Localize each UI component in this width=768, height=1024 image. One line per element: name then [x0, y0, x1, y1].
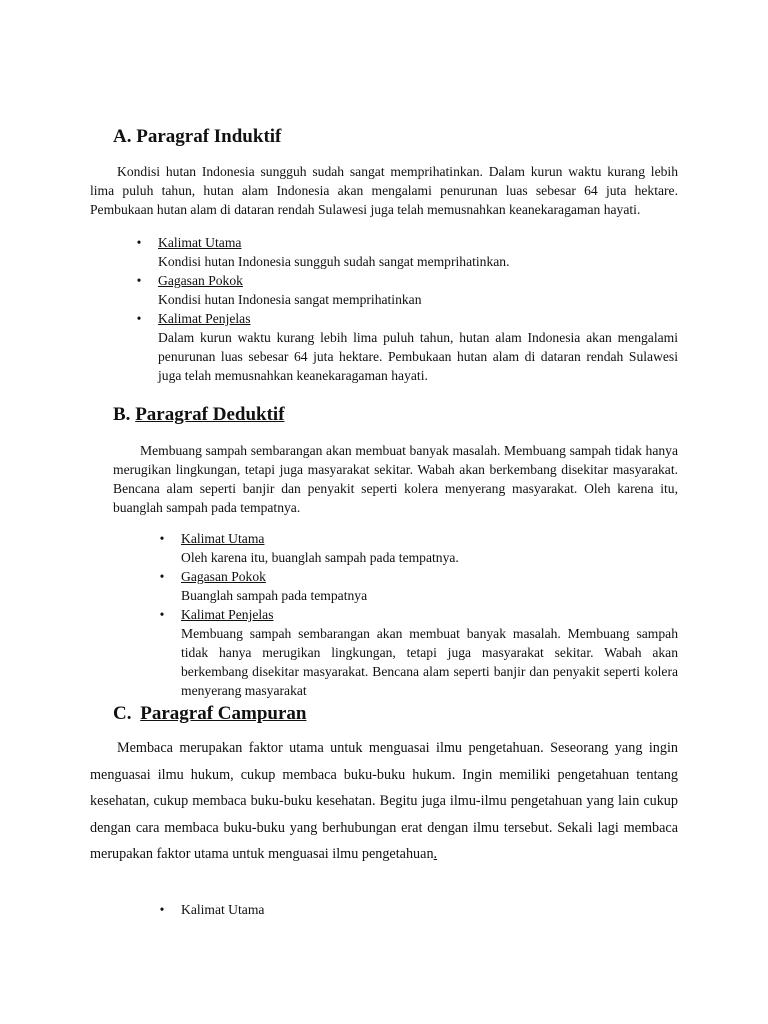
section-a-title: Paragraf Induktif [136, 126, 282, 147]
item-text: Kondisi hutan Indonesia sangat memprihatinkan [158, 292, 422, 307]
bullet-icon: • [159, 902, 165, 917]
section-c-paragraph-end: . [433, 846, 438, 862]
section-c-title: Paragraf Campuran [140, 703, 307, 724]
item-label: Gagasan Pokok [181, 569, 266, 584]
section-b-paragraph: Membuang sampah sembarangan akan membuat banyak masalah. Membuang sampah tidak hanya merugikan lingkungan, tetapi juga masyarakat sekitar. Wabah akan berkembang disekitar masyarakat. Bencana alam seperti banjir dan penyakit seperti kolera menyerang masyarakat. Oleh karena itu, buanglah sampah pada tempatnya. [113, 443, 678, 515]
section-b-letter: B. [113, 404, 131, 425]
bullet-icon: • [136, 235, 142, 250]
list-item [134, 271, 678, 309]
section-c-heading [113, 703, 306, 725]
item-text: Oleh karena itu, buanglah sampah pada tempatnya. [181, 550, 459, 565]
section-c-paragraph [90, 735, 678, 868]
section-b-list [157, 529, 678, 700]
list-item [157, 900, 678, 919]
item-label: Gagasan Pokok [158, 273, 243, 288]
item-text: Buanglah sampah pada tempatnya [181, 588, 368, 603]
list-item [134, 233, 678, 271]
section-c-letter: C. [113, 703, 132, 724]
item-label: Kalimat Penjelas [181, 607, 274, 622]
item-text: Membuang sampah sembarangan akan membuat banyak masalah. Membuang sampah tidak hanya merugikan lingkungan, tetapi juga masyarakat sekitar. Wabah akan berkembang disekitar masyarakat. Bencana alam seperti banjir dan penyakit seperti kolera menyerang masyarakat [181, 626, 678, 698]
bullet-icon: • [159, 569, 165, 584]
bullet-icon: • [136, 273, 142, 288]
bullet-icon: • [159, 607, 165, 622]
list-item [157, 529, 678, 567]
list-item [157, 605, 678, 700]
section-a-letter: A. [113, 126, 132, 147]
item-text: Dalam kurun waktu kurang lebih lima puluh tahun, hutan alam Indonesia akan mengalami penurunan luas sebesar 64 juta hektare. Pembukaan hutan alam di dataran rendah Sulawesi juga telah memusnahkan keanekaragaman hayati. [158, 330, 678, 383]
section-a-heading [113, 126, 281, 148]
list-item [157, 567, 678, 605]
bullet-icon: • [159, 531, 165, 546]
item-label: Kalimat Utama [181, 531, 265, 546]
list-item [134, 309, 678, 385]
item-label: Kalimat Penjelas [158, 311, 251, 326]
bullet-icon: • [136, 311, 142, 326]
item-text: Kondisi hutan Indonesia sungguh sudah sangat memprihatinkan. [158, 254, 510, 269]
section-a-list [134, 233, 678, 385]
section-c-paragraph-text: Membaca merupakan faktor utama untuk menguasai ilmu pengetahuan. Seseorang yang ingin menguasai ilmu hukum, cukup membaca buku-buku hukum. Ingin memiliki pengetahuan tentang kesehatan, cukup membaca buku-buku kesehatan. Begitu juga ilmu-ilmu pengetahuan yang lain cukup dengan cara membaca buku-buku yang berhubungan erat dengan ilmu tersebut. Sekali lagi membaca merupakan faktor utama untuk menguasai ilmu pengetahuan [90, 740, 678, 862]
item-label: Kalimat Utama [158, 235, 242, 250]
section-c-list [157, 900, 678, 919]
section-b-title: Paragraf Deduktif [135, 404, 285, 425]
section-a-paragraph: Kondisi hutan Indonesia sungguh sudah sangat memprihatinkan. Dalam kurun waktu kurang lebih lima puluh tahun, hutan alam Indonesia akan mengalami penurunan luas sebesar 64 juta hektare. Pembukaan hutan alam di dataran rendah Sulawesi juga telah memusnahkan keanekaragaman hayati. [90, 164, 678, 217]
section-b-heading [113, 404, 285, 426]
item-label: Kalimat Utama [181, 902, 265, 917]
